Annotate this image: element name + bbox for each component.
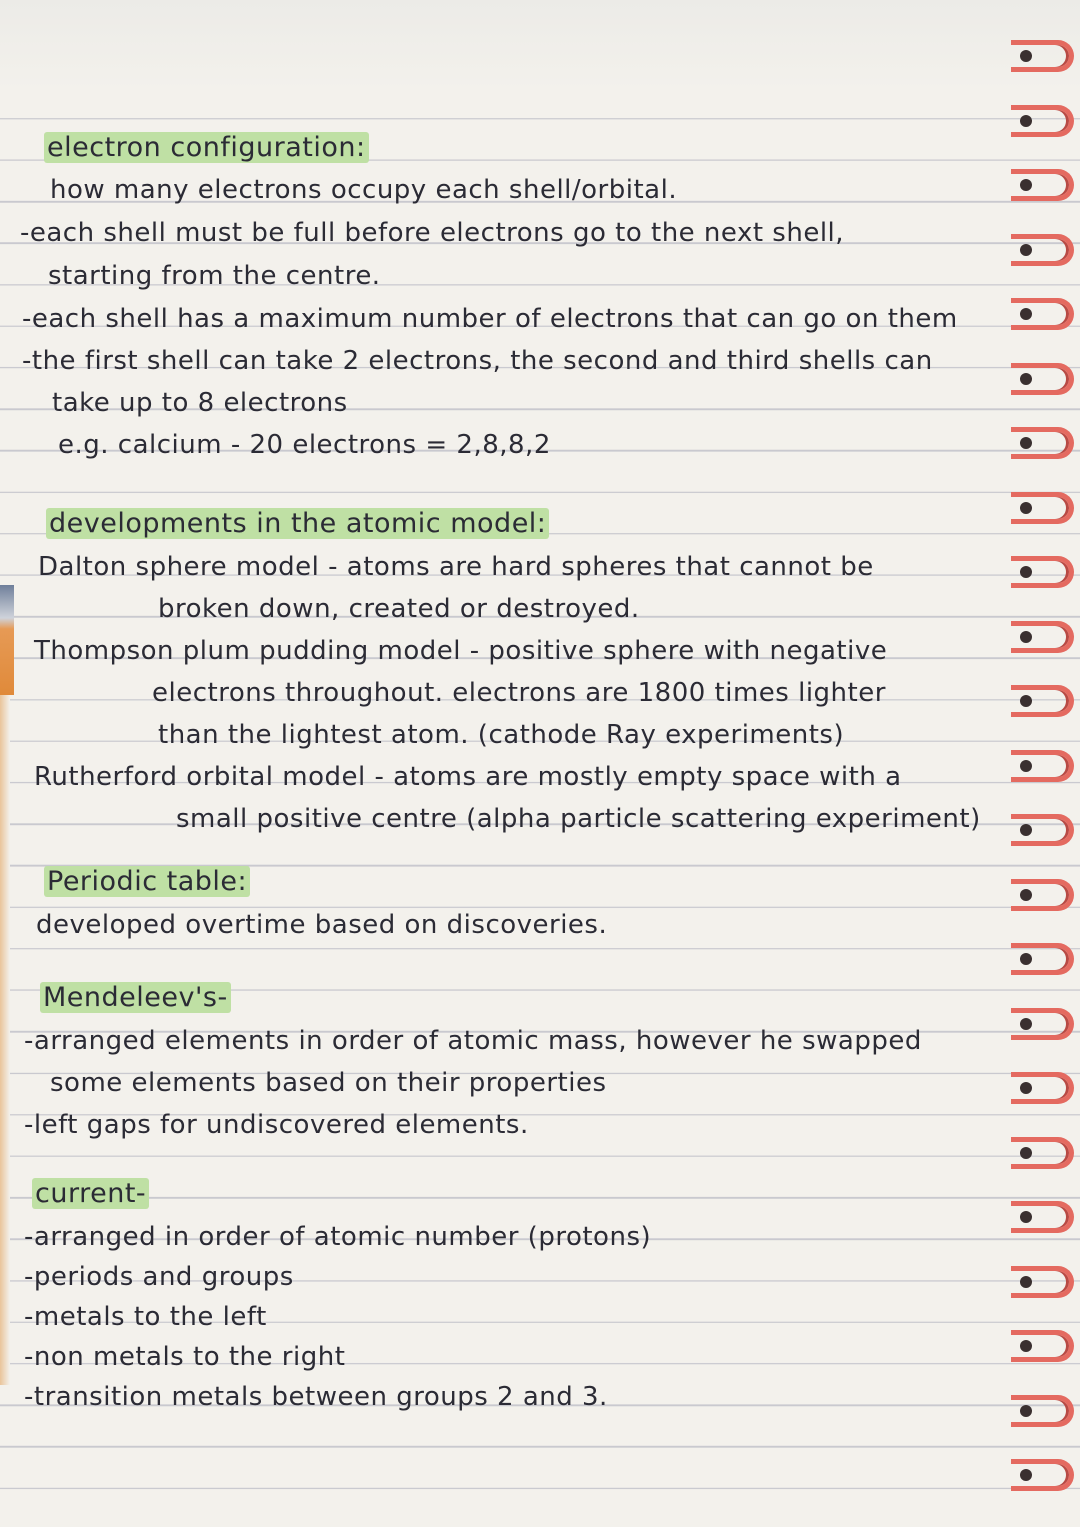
note-line: small positive centre (alpha particle scattering experiment) bbox=[176, 804, 981, 834]
punch-hole bbox=[1020, 1405, 1032, 1417]
note-line: -each shell has a maximum number of electrons that can go on them bbox=[22, 304, 958, 334]
punch-hole bbox=[1020, 308, 1032, 320]
note-line: -arranged elements in order of atomic mass, however he swapped bbox=[24, 1026, 922, 1056]
punch-hole bbox=[1020, 1018, 1032, 1030]
note-line: -arranged in order of atomic number (protons) bbox=[24, 1222, 652, 1252]
heading-electron-configuration: electron configuration: bbox=[44, 132, 369, 163]
note-line: e.g. calcium - 20 electrons = 2,8,8,2 bbox=[58, 430, 551, 460]
note-line: -metals to the left bbox=[24, 1302, 267, 1332]
punch-hole bbox=[1020, 373, 1032, 385]
heading-atomic-model: developments in the atomic model: bbox=[46, 508, 549, 539]
note-line: than the lightest atom. (cathode Ray experiments) bbox=[158, 720, 845, 750]
punch-hole bbox=[1020, 1276, 1032, 1288]
note-line: Dalton sphere model - atoms are hard spheres that cannot be bbox=[38, 552, 874, 582]
heading-periodic-table: Periodic table: bbox=[44, 866, 250, 897]
note-line: broken down, created or destroyed. bbox=[158, 594, 640, 624]
note-line: how many electrons occupy each shell/orbital. bbox=[50, 175, 678, 205]
note-line: some elements based on their properties bbox=[50, 1068, 607, 1098]
punch-hole bbox=[1020, 824, 1032, 836]
punch-hole bbox=[1020, 889, 1032, 901]
page-edge-tab bbox=[0, 585, 14, 695]
spiral-binding bbox=[1010, 30, 1080, 1510]
page-edge-strip bbox=[0, 695, 10, 1385]
punch-hole bbox=[1020, 760, 1032, 772]
punch-hole bbox=[1020, 1147, 1032, 1159]
note-line: -each shell must be full before electrons go to the next shell, bbox=[20, 218, 845, 248]
note-line: starting from the centre. bbox=[48, 261, 381, 291]
punch-hole bbox=[1020, 695, 1032, 707]
note-line: -the first shell can take 2 electrons, the second and third shells can bbox=[22, 346, 933, 376]
note-line: -periods and groups bbox=[24, 1262, 294, 1292]
punch-hole bbox=[1020, 50, 1032, 62]
page-top-margin bbox=[0, 0, 1080, 90]
note-line: Rutherford orbital model - atoms are mostly empty space with a bbox=[34, 762, 902, 792]
note-line: -non metals to the right bbox=[24, 1342, 346, 1372]
punch-hole bbox=[1020, 953, 1032, 965]
heading-current: current- bbox=[32, 1178, 149, 1209]
punch-hole bbox=[1020, 244, 1032, 256]
note-line: electrons throughout. electrons are 1800 times lighter bbox=[152, 678, 886, 708]
note-line: -left gaps for undiscovered elements. bbox=[24, 1110, 529, 1140]
note-line: -transition metals between groups 2 and 3. bbox=[24, 1382, 608, 1412]
punch-hole bbox=[1020, 179, 1032, 191]
punch-hole bbox=[1020, 502, 1032, 514]
punch-hole bbox=[1020, 1340, 1032, 1352]
punch-hole bbox=[1020, 1469, 1032, 1481]
punch-hole bbox=[1020, 566, 1032, 578]
note-line: Thompson plum pudding model - positive sphere with negative bbox=[34, 636, 888, 666]
punch-hole bbox=[1020, 1211, 1032, 1223]
note-line: developed overtime based on discoveries. bbox=[36, 910, 608, 940]
heading-mendeleev: Mendeleev's- bbox=[40, 982, 231, 1013]
punch-hole bbox=[1020, 1082, 1032, 1094]
punch-hole bbox=[1020, 437, 1032, 449]
punch-hole bbox=[1020, 115, 1032, 127]
note-line: take up to 8 electrons bbox=[52, 388, 348, 418]
punch-hole bbox=[1020, 631, 1032, 643]
